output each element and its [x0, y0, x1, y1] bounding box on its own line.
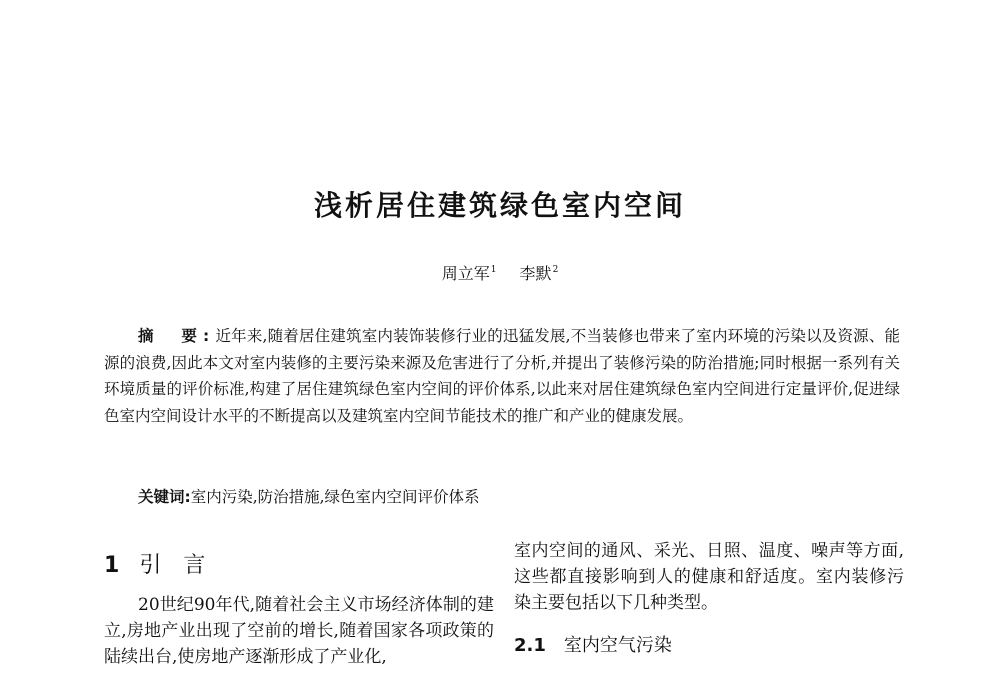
keywords-label: 关键词:	[138, 488, 191, 506]
keywords	[138, 484, 898, 510]
abstract-label: 摘 要:	[138, 327, 216, 345]
left-column	[104, 546, 494, 670]
section-number: 1	[104, 553, 120, 578]
subsection-number: 2.1	[514, 635, 546, 656]
body-paragraph: 室内空间的通风、采光、日照、温度、噪声等方面,这些都直接影响到人的健康和舒适度。室内装修污染主要包括以下几种类型。	[514, 541, 904, 613]
author-line	[0, 258, 1000, 286]
paper-title: 浅析居住建筑绿色室内空间	[313, 189, 686, 222]
introduction-paragraph: 20世纪90年代,随着社会主义市场经济体制的建立,房地产业出现了空前的增长,随着国家各项政策的陆续出台,使房地产逐渐形成了产业化,	[104, 595, 494, 667]
right-column	[514, 538, 904, 666]
subsection-heading-indoor-air-pollution	[514, 626, 904, 666]
author-2-name: 李默	[519, 264, 552, 283]
abstract	[104, 323, 900, 429]
author-1	[442, 264, 497, 283]
keywords-text: 室内污染,防治措施,绿色室内空间评价体系	[190, 488, 480, 506]
section-heading-introduction	[104, 546, 494, 586]
author-2-affiliation: 2	[552, 265, 559, 275]
author-1-name: 周立军	[441, 264, 490, 283]
subsection-title: 室内空气污染	[563, 635, 672, 656]
section-title: 引言	[139, 553, 228, 578]
author-2	[520, 264, 559, 283]
author-1-affiliation: 1	[490, 265, 497, 275]
abstract-text: 近年来,随着居住建筑室内装饰装修行业的迅猛发展,不当装修也带来了室内环境的污染以及资源、能源的浪费,因此本文对室内装修的主要污染来源及危害进行了分析,并提出了装修污染的防治措施;同时根据一系列有关环境质量的评价标准,构建了居住建筑绿色室内空间的评价体系,以此来对居住建筑绿色室内空间进行定量评价,促进绿色室内空间设计水平的不断提高以及建筑室内空间节能技术的推广和产业的健康发展。	[104, 327, 901, 425]
